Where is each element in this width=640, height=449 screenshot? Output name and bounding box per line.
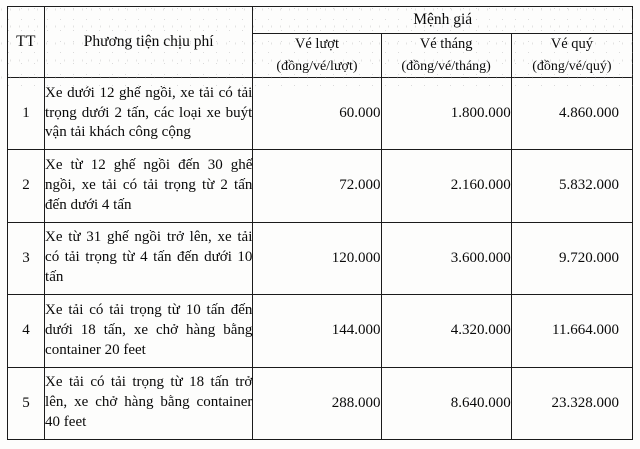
row-price-month: 1.800.000: [381, 77, 511, 149]
table-body: [8, 77, 633, 439]
table-row: [8, 222, 633, 294]
row-price-quarter: 23.328.000: [511, 367, 632, 440]
header-price-group: Mệnh giá: [253, 7, 633, 34]
header-description: Phương tiện chịu phí: [45, 7, 253, 78]
header-price-quarter-unit: (đồng/vé/quý): [532, 58, 612, 74]
header-index: TT: [8, 7, 45, 78]
row-index: 2: [8, 150, 45, 222]
table-header: [8, 7, 633, 78]
row-price-single: 60.000: [253, 77, 381, 149]
header-price-month: [381, 34, 511, 78]
row-price-quarter: 9.720.000: [511, 222, 632, 294]
row-description: Xe từ 31 ghế ngồi trở lên, xe tải có tải trọng từ 4 tấn đến dưới 10 tấn: [45, 222, 253, 294]
row-price-quarter: 4.860.000: [511, 77, 632, 149]
row-price-single: 144.000: [253, 295, 381, 367]
row-description: Xe từ 12 ghế ngồi đến 30 ghế ngồi, xe tải có tải trọng từ 2 tấn đến dưới 4 tấn: [45, 150, 253, 222]
header-row-group: [8, 7, 633, 34]
fee-table-container: [7, 6, 633, 440]
header-price-month-label: Vé tháng: [419, 36, 473, 52]
header-price-single-label: Vé lượt: [294, 36, 340, 52]
row-price-quarter: 11.664.000: [511, 295, 632, 367]
row-description: Xe tải có tải trọng từ 18 tấn trở lên, xe chở hàng bằng container 40 feet: [45, 367, 253, 440]
row-index: 3: [8, 222, 45, 294]
header-price-quarter: [511, 34, 632, 78]
row-price-single: 288.000: [253, 367, 381, 440]
row-price-single: 72.000: [253, 150, 381, 222]
row-description: Xe dưới 12 ghế ngồi, xe tải có tải trọng dưới 2 tấn, các loại xe buýt vận tải khách công cộng: [45, 77, 253, 149]
row-index: 4: [8, 295, 45, 367]
row-index: 1: [8, 77, 45, 149]
header-price-month-unit: (đồng/vé/tháng): [401, 58, 491, 74]
table-row: [8, 150, 633, 222]
header-price-quarter-label: Vé quý: [550, 36, 594, 52]
toll-fee-table: [7, 6, 633, 440]
table-row: [8, 367, 633, 440]
table-row: [8, 77, 633, 149]
row-index: 5: [8, 367, 45, 440]
row-price-month: 2.160.000: [381, 150, 511, 222]
header-price-single: [253, 34, 381, 78]
header-price-single-unit: (đồng/vé/lượt): [276, 58, 358, 74]
row-price-month: 3.600.000: [381, 222, 511, 294]
row-price-quarter: 5.832.000: [511, 150, 632, 222]
row-price-month: 4.320.000: [381, 295, 511, 367]
row-price-month: 8.640.000: [381, 367, 511, 440]
row-price-single: 120.000: [253, 222, 381, 294]
table-row: [8, 295, 633, 367]
row-description: Xe tải có tải trọng từ 10 tấn đến dưới 18 tấn, xe chở hàng bằng container 20 feet: [45, 295, 253, 367]
